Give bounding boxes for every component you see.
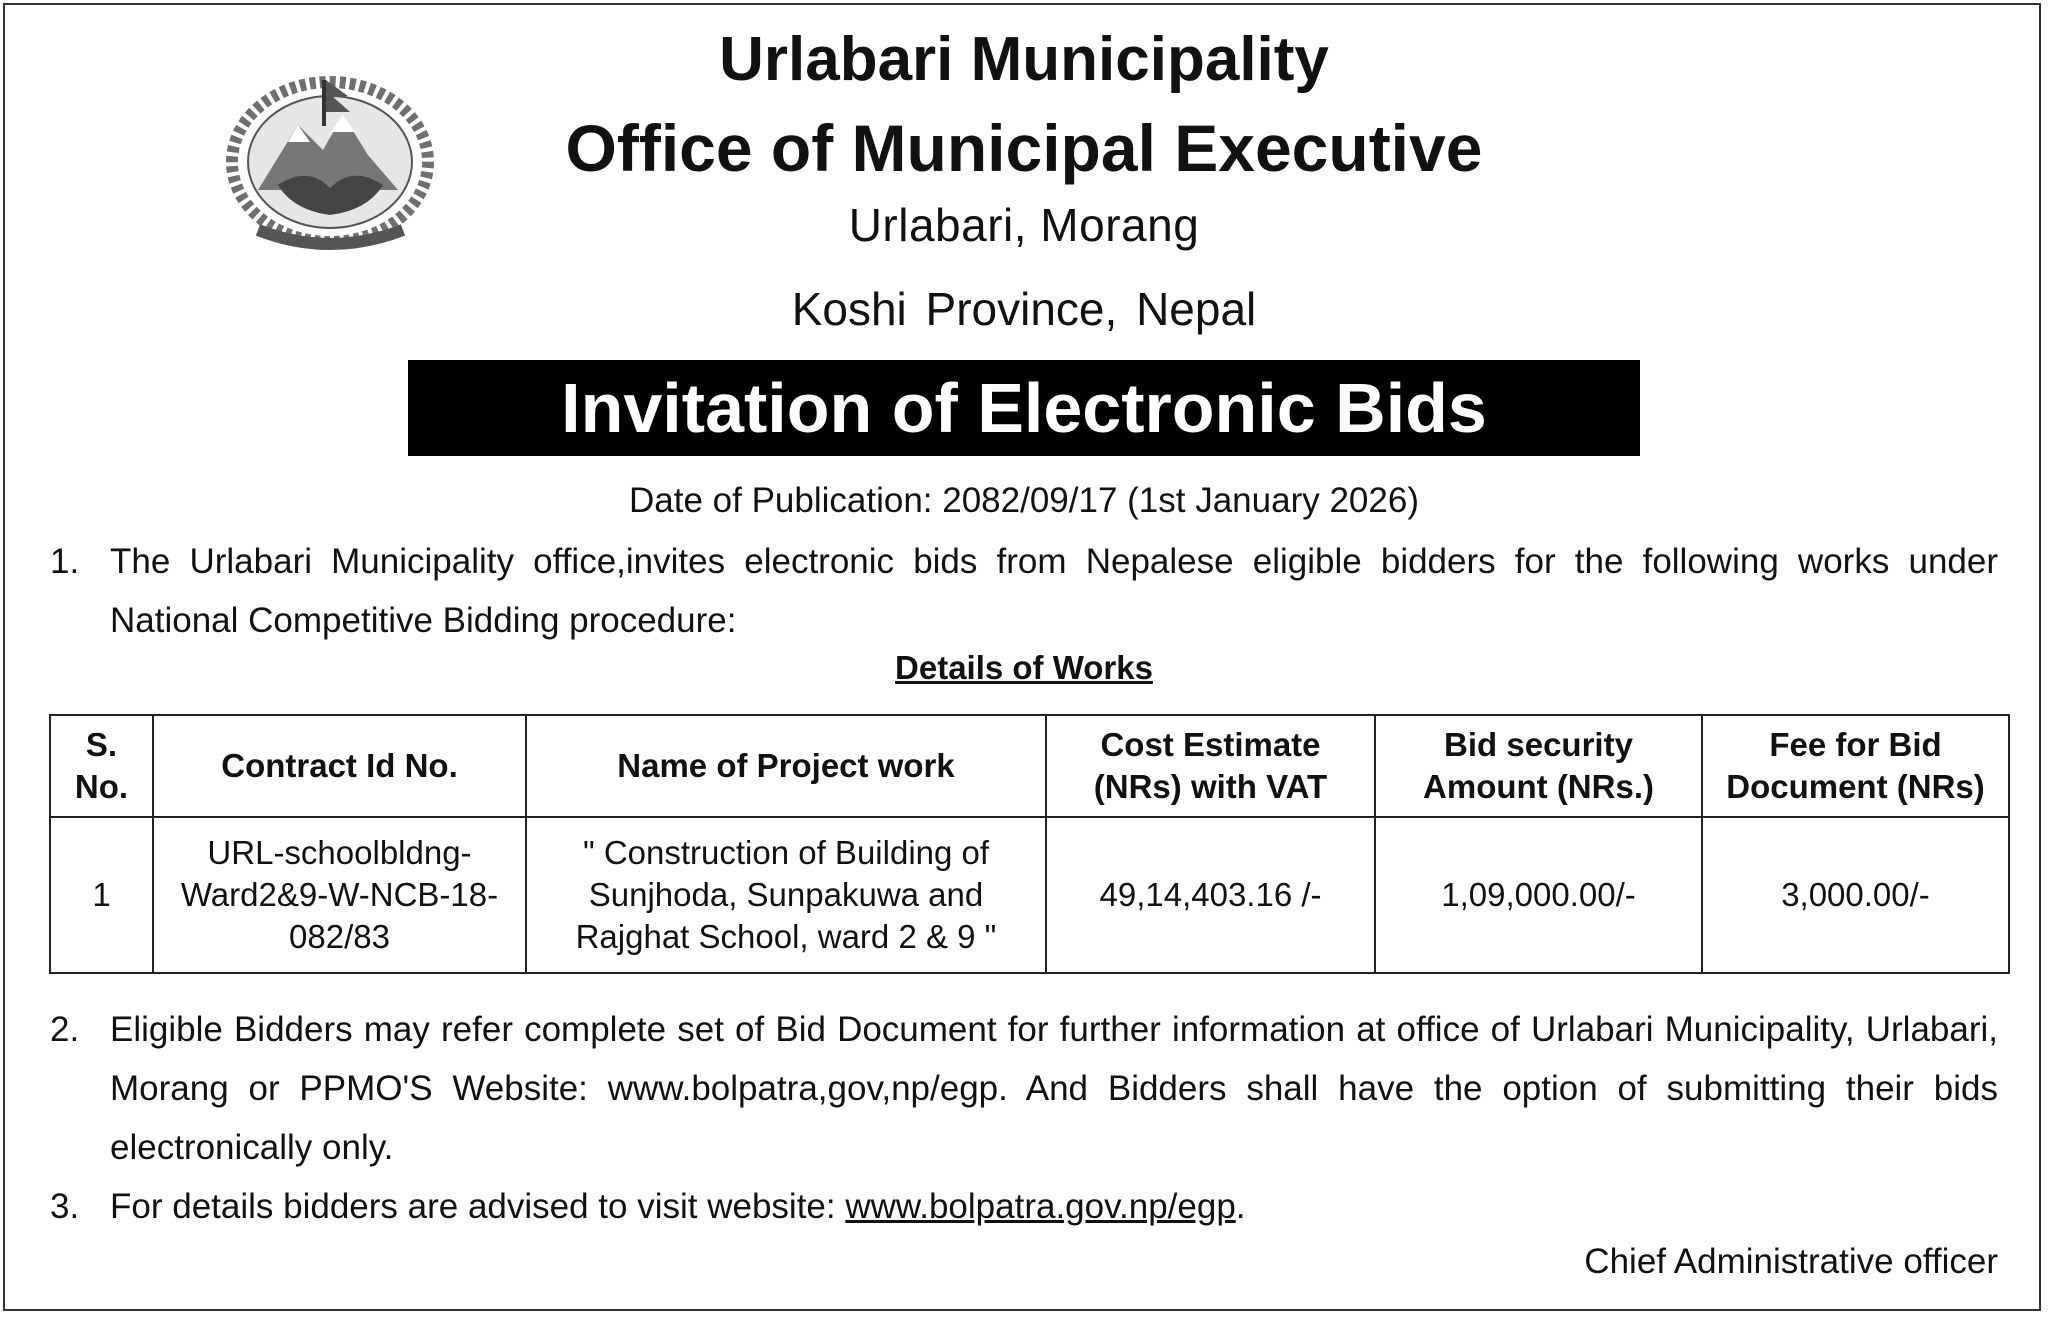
publication-date: Date of Publication: 2082/09/17 (1st January 2026) [629, 481, 1419, 520]
serial-number-cell: 1 [50, 817, 153, 973]
location-line: Urlabari, Morang [848, 199, 1200, 251]
paragraph-text: The Urlabari Municipality office,invites electronic bids from Nepalese eligible bidders for the following works under National Competitive Bidding procedure: [110, 542, 1998, 640]
bid-security-cell: 1,09,000.00/- [1375, 817, 1702, 973]
cost-estimate-cell: 49,14,403.16 /- [1046, 817, 1375, 973]
bid-fee-cell: 3,000.00/- [1702, 817, 2009, 973]
municipality-name: Urlabari Municipality [719, 25, 1329, 94]
paragraph-text [110, 1177, 1998, 1236]
project-name-cell: " Construction of Building of Sunjhoda, Sunpakuwa and Rajghat School, ward 2 & 9 " [526, 817, 1046, 973]
paragraph-1 [50, 532, 1998, 650]
column-header: Contract Id No. [153, 715, 526, 817]
notice-title-banner: Invitation of Electronic Bids [408, 360, 1640, 456]
column-header: Cost Estimate (NRs) with VAT [1046, 715, 1375, 817]
paragraph-number: 2. [50, 1010, 80, 1049]
contract-id-cell: URL-schoolbldng-Ward2&9-W-NCB-18-082/83 [153, 817, 526, 973]
bolpatra-website-link[interactable]: www.bolpatra.gov.np/egp [845, 1187, 1236, 1226]
paragraph-text: Eligible Bidders may refer complete set of Bid Document for further information at office of Urlabari Municipality, Urlabari, Morang or PPMO'S Website: www.bolpatra,gov,np/egp. And Bidders shall have the option of submitting their bids electronically only. [110, 1010, 1998, 1167]
column-header: S. No. [50, 715, 153, 817]
paragraph-text-before-link: For details bidders are advised to visit website: [110, 1187, 846, 1226]
signoff: Chief Administrative officer [1584, 1242, 1998, 1281]
paragraph-text-after-link: . [1235, 1187, 1246, 1226]
office-name: Office of Municipal Executive [565, 111, 1483, 185]
works-table [49, 714, 2010, 974]
table-header-row [50, 715, 2009, 817]
paragraph-number: 1. [50, 542, 80, 581]
details-of-works-heading: Details of Works [895, 649, 1153, 686]
paragraph-number: 3. [50, 1187, 80, 1226]
column-header: Bid security Amount (NRs.) [1375, 715, 1702, 817]
paragraph-3 [50, 1177, 1998, 1236]
table-row [50, 817, 2009, 973]
paragraph-2 [50, 1000, 1998, 1177]
province-line: Koshi Province, Nepal [791, 283, 1257, 335]
column-header: Name of Project work [526, 715, 1046, 817]
column-header: Fee for Bid Document (NRs) [1702, 715, 2009, 817]
